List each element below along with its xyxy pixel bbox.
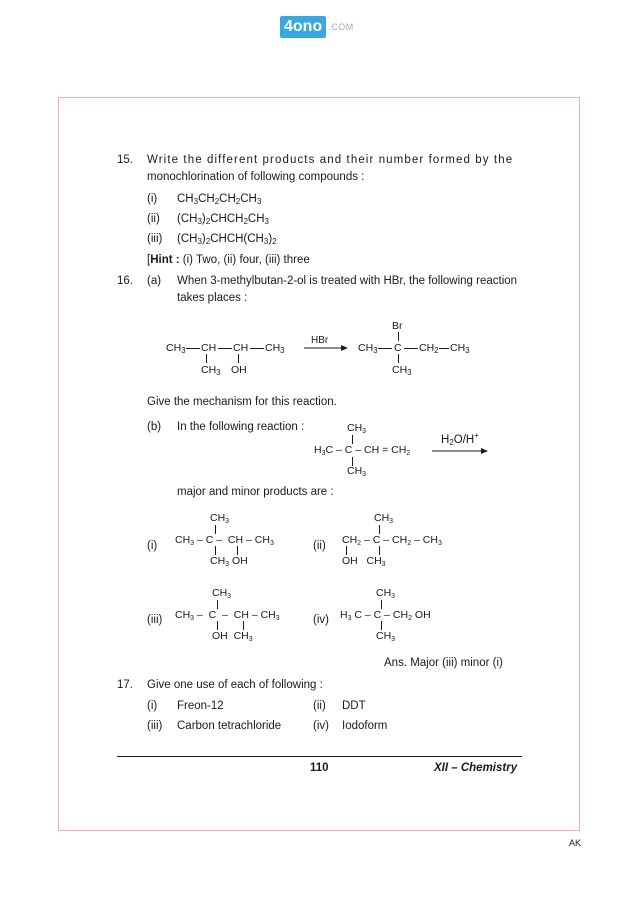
q17-text: Give one use of each of following : xyxy=(147,679,323,691)
site-logo xyxy=(280,16,354,38)
q17-item-4-label: (iv) xyxy=(313,720,329,732)
q15-item-3-label: (iii) xyxy=(147,233,163,245)
q16-mechanism-text: Give the mechanism for this reaction. xyxy=(147,396,337,408)
footer-subject: XII – Chemistry xyxy=(434,762,518,774)
q17-item-1-text: Freon-12 xyxy=(177,700,224,712)
hint-label: Hint : xyxy=(150,254,180,266)
q17-number: 17. xyxy=(117,679,133,691)
q15-item-3-formula: $(CH_3)_2CHCH(CH_3)_2$ xyxy=(177,233,277,246)
q15-text-line2: monochlorination of following compounds : xyxy=(147,171,365,183)
logo-domain: .COM xyxy=(328,22,354,32)
q16-text-line1: When 3-methylbutan-2-ol is treated with HBr, the following reaction xyxy=(177,275,518,287)
q17-item-3-label: (iii) xyxy=(147,720,163,732)
option-ii-label: (ii) xyxy=(313,540,326,552)
q16-answer: Ans. Major (iii) minor (i) xyxy=(384,657,503,669)
page-number: 110 xyxy=(310,762,329,774)
option-iv-label: (iv) xyxy=(313,614,329,626)
corner-mark: AK xyxy=(569,838,582,848)
footer-rule xyxy=(117,756,522,757)
reaction-a-arrow xyxy=(304,344,348,352)
option-i-label: (i) xyxy=(147,540,158,552)
q16-part-a: (a) xyxy=(147,275,162,287)
hint-text: (i) Two, (ii) four, (iii) three xyxy=(182,254,310,266)
q15-text-line1: Write the different products and their number formed by the xyxy=(147,154,514,166)
reaction-a-reagent: HBr xyxy=(311,335,329,346)
q17-item-1-label: (i) xyxy=(147,700,158,712)
logo-mark: 4ono xyxy=(280,16,326,38)
option-iii-label: (iii) xyxy=(147,614,163,626)
q15-hint: [Hint : (i) Two, (ii) four, (iii) three xyxy=(147,254,310,266)
q15-item-2-label: (ii) xyxy=(147,213,160,225)
q16-b-text: In the following reaction : xyxy=(177,421,305,433)
q16-text-line2: takes places : xyxy=(177,292,248,304)
q15-item-1-label: (i) xyxy=(147,193,158,205)
reaction-b-reagent: $H_2O/H^+$ xyxy=(441,431,479,447)
q15-number: 15. xyxy=(117,154,133,166)
q16-part-b: (b) xyxy=(147,421,162,433)
q17-item-3-text: Carbon tetrachloride xyxy=(177,720,282,732)
q17-item-4-text: Iodoform xyxy=(342,720,388,732)
q15-item-1-formula: $CH_3CH_2CH_2CH_3$ xyxy=(177,193,262,206)
q16-products-text: major and minor products are : xyxy=(177,486,334,498)
q17-item-2-label: (ii) xyxy=(313,700,326,712)
q16-number: 16. xyxy=(117,275,133,287)
reaction-b-arrow xyxy=(432,447,488,455)
q17-item-2-text: DDT xyxy=(342,700,366,712)
q15-item-2-formula: $(CH_3)_2CHCH_2CH_3$ xyxy=(177,213,269,226)
